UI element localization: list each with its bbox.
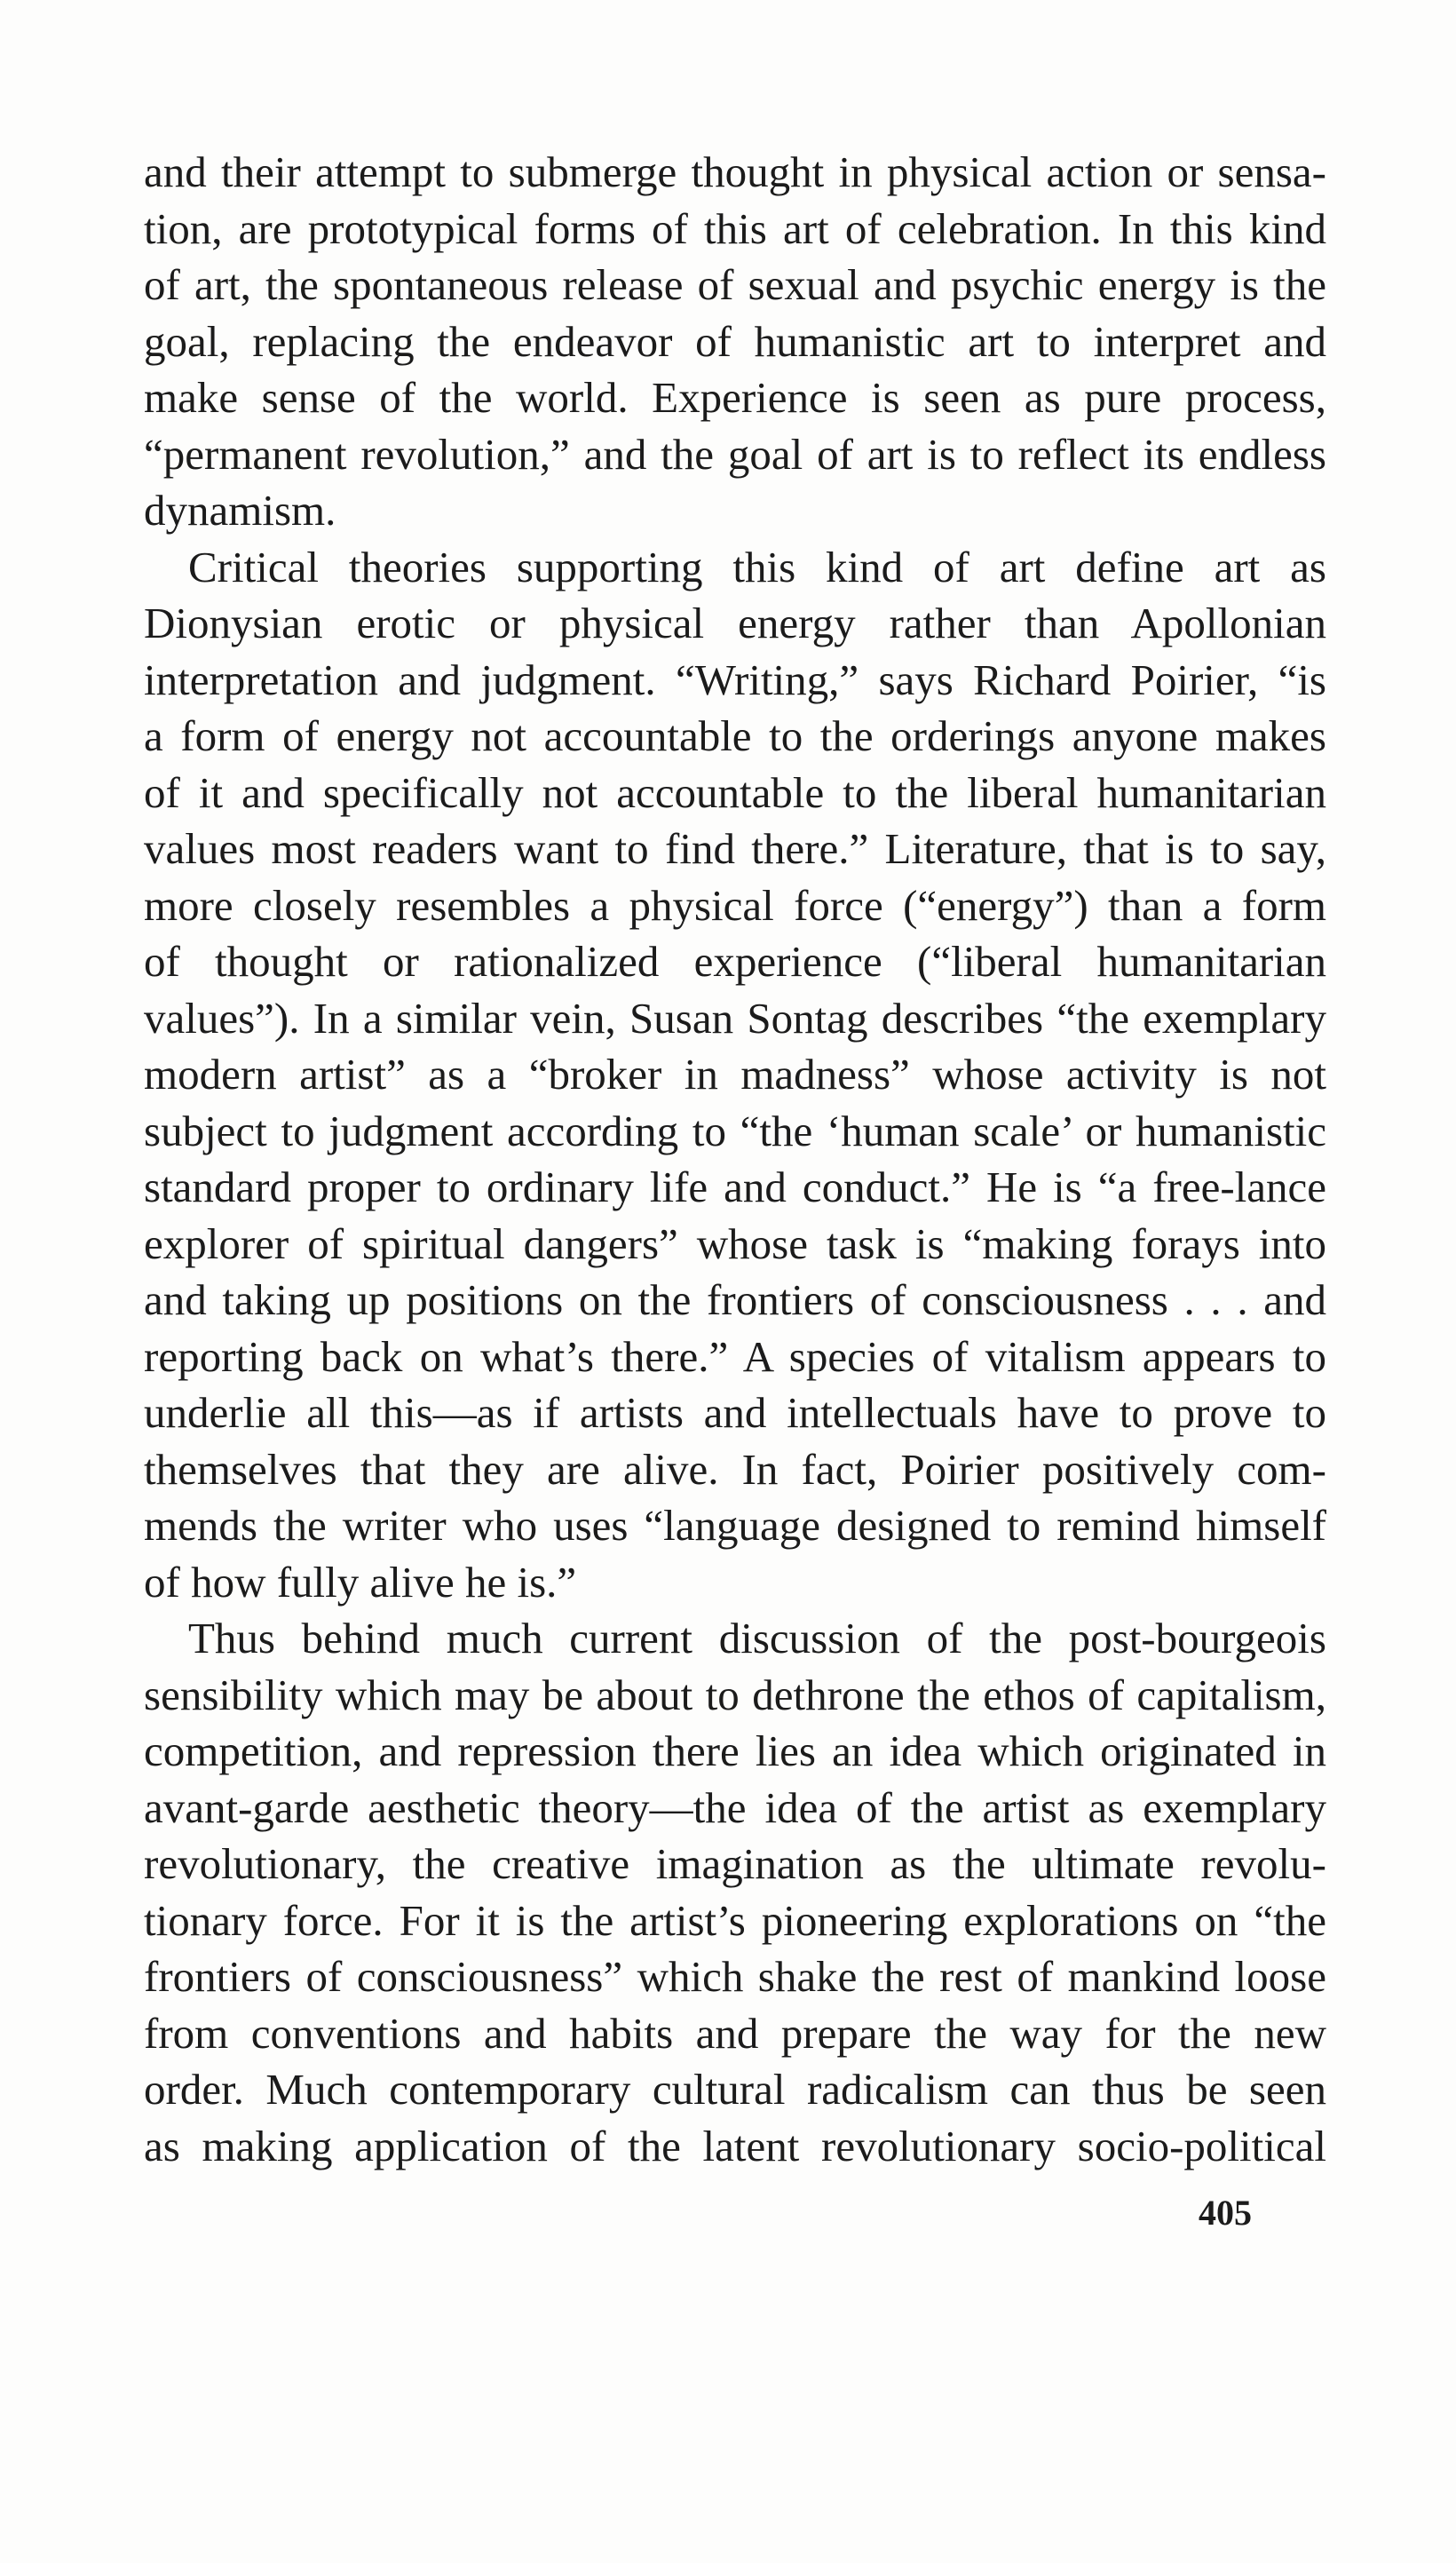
- text-line: values”). In a similar vein, Susan Sontag describes “the exemplary: [144, 993, 1326, 1043]
- text-line: explorer of spiritual dangers” whose task is “making forays into: [144, 1218, 1326, 1268]
- text-line: tion, are prototypical forms of this art of celebration. In this kind: [144, 203, 1326, 253]
- text-line: order. Much contemporary cultural radicalism can thus be seen: [144, 2065, 1326, 2114]
- text-line: themselves that they are alive. In fact, Poirier positively com-: [144, 1444, 1326, 1494]
- text-line: tionary force. For it is the artist’s pioneering explorations on “the: [144, 1895, 1326, 1945]
- text-line: of art, the spontaneous release of sexual and psychic energy is the: [144, 260, 1326, 309]
- text-line: more closely resembles a physical force (“energy”) than a form: [144, 880, 1326, 930]
- text-line: values most readers want to find there.” Literature, that is to say,: [144, 824, 1326, 873]
- page-number: 405: [1199, 2193, 1252, 2233]
- text-line: “permanent revolution,” and the goal of art is to reflect its endless: [144, 429, 1326, 479]
- text-line: underlie all this—as if artists and intellectuals have to prove to: [144, 1388, 1326, 1437]
- text-line: avant-garde aesthetic theory—the idea of the artist as exemplary: [144, 1782, 1326, 1832]
- text-line: of thought or rationalized experience (“liberal humanitarian: [144, 937, 1326, 986]
- text-line: interpretation and judgment. “Writing,” says Richard Poirier, “is: [144, 655, 1326, 704]
- text-line: and their attempt to submerge thought in physical action or sensa-: [144, 147, 1326, 196]
- text-line: goal, replacing the endeavor of humanistic art to interpret and: [144, 316, 1326, 366]
- text-line: Thus behind much current discussion of the post-bourgeois: [188, 1614, 1326, 1662]
- text-line: of how fully alive he is.”: [144, 1557, 577, 1607]
- text-line: revolutionary, the creative imagination as the ultimate revolu-: [144, 1839, 1326, 1888]
- text-line: and taking up positions on the frontiers of consciousness . . . and: [144, 1275, 1326, 1324]
- text-line: dynamism.: [144, 486, 336, 535]
- text-line: from conventions and habits and prepare the way for the new: [144, 2008, 1326, 2058]
- text-line: frontiers of consciousness” which shake the rest of mankind loose: [144, 1952, 1326, 2001]
- text-line: Critical theories supporting this kind of art define art as: [188, 542, 1326, 591]
- text-line: make sense of the world. Experience is seen as pure process,: [144, 373, 1326, 422]
- text-line: of it and specifically not accountable to the liberal humanitarian: [144, 767, 1326, 817]
- text-line: a form of energy not accountable to the orderings anyone makes: [144, 711, 1326, 760]
- text-line: competition, and repression there lies an idea which originated in: [144, 1726, 1326, 1775]
- text-line: Dionysian erotic or physical energy rather than Apollonian: [144, 599, 1326, 647]
- text-line: standard proper to ordinary life and conduct.” He is “a free-lance: [144, 1162, 1326, 1211]
- text-line: as making application of the latent revolutionary socio-political: [144, 2121, 1326, 2170]
- text-line: reporting back on what’s there.” A species of vitalism appears to: [144, 1331, 1326, 1381]
- text-line: sensibility which may be about to dethrone the ethos of capitalism,: [144, 1670, 1326, 1719]
- text-line: subject to judgment according to “the ‘human scale’ or humanistic: [144, 1106, 1326, 1155]
- body-text: [144, 144, 1326, 2174]
- text-line: modern artist” as a “broker in madness” whose activity is not: [144, 1050, 1326, 1099]
- text-line: mends the writer who uses “language designed to remind himself: [144, 1501, 1326, 1550]
